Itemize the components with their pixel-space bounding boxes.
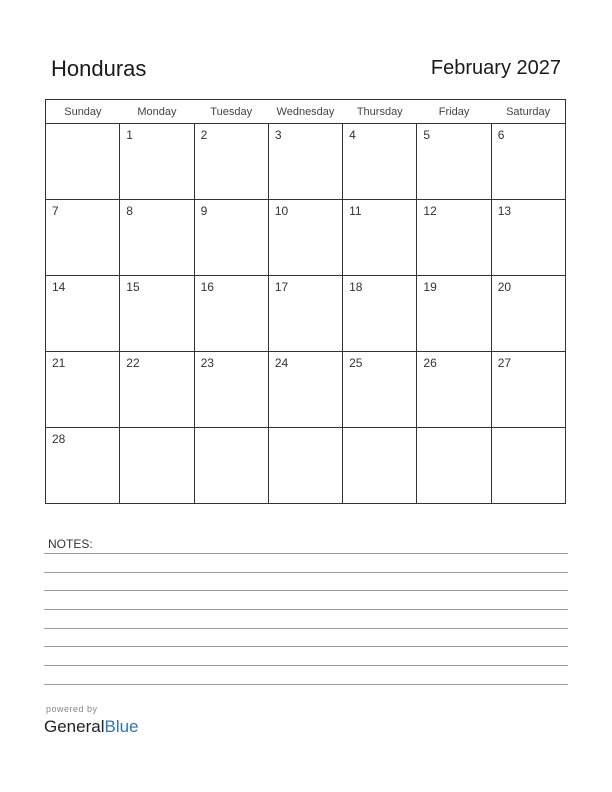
weekday-tuesday: Tuesday	[194, 100, 268, 124]
day-cell: 23	[194, 352, 268, 428]
day-cell: 7	[46, 200, 120, 276]
day-cell	[268, 428, 342, 504]
day-cell: 9	[194, 200, 268, 276]
day-cell: 16	[194, 276, 268, 352]
week-row	[46, 428, 566, 504]
day-cell: 3	[268, 124, 342, 200]
day-cell: 6	[491, 124, 565, 200]
day-cell: 8	[120, 200, 194, 276]
week-row	[46, 124, 566, 200]
note-line	[44, 609, 568, 610]
day-cell	[120, 428, 194, 504]
note-line	[44, 553, 568, 554]
day-cell	[194, 428, 268, 504]
day-cell: 25	[343, 352, 417, 428]
day-cell: 17	[268, 276, 342, 352]
day-cell: 14	[46, 276, 120, 352]
week-row	[46, 276, 566, 352]
weekday-wednesday: Wednesday	[268, 100, 342, 124]
day-cell: 24	[268, 352, 342, 428]
day-cell: 4	[343, 124, 417, 200]
day-cell: 28	[46, 428, 120, 504]
note-line	[44, 665, 568, 666]
day-cell: 20	[491, 276, 565, 352]
note-line	[44, 646, 568, 647]
day-cell: 18	[343, 276, 417, 352]
day-cell: 13	[491, 200, 565, 276]
weekday-friday: Friday	[417, 100, 491, 124]
brand-general: General	[44, 717, 105, 736]
country-title: Honduras	[51, 56, 147, 81]
day-cell: 19	[417, 276, 491, 352]
day-cell: 2	[194, 124, 268, 200]
day-cell	[46, 124, 120, 200]
calendar-grid	[45, 99, 566, 504]
brand-blue: Blue	[104, 717, 139, 736]
note-line	[44, 628, 568, 629]
week-row	[46, 352, 566, 428]
weekday-header-row	[46, 100, 566, 124]
day-cell: 27	[491, 352, 565, 428]
day-cell: 21	[46, 352, 120, 428]
week-row	[46, 200, 566, 276]
day-cell: 26	[417, 352, 491, 428]
weekday-sunday: Sunday	[46, 100, 120, 124]
month-title: February 2027	[430, 57, 561, 79]
weekday-saturday: Saturday	[491, 100, 565, 124]
notes-label: NOTES:	[48, 537, 93, 551]
day-cell: 22	[120, 352, 194, 428]
weekday-monday: Monday	[120, 100, 194, 124]
day-cell	[343, 428, 417, 504]
day-cell: 15	[120, 276, 194, 352]
day-cell	[417, 428, 491, 504]
day-cell	[491, 428, 565, 504]
note-line	[44, 684, 568, 685]
day-cell: 1	[120, 124, 194, 200]
day-cell: 11	[343, 200, 417, 276]
weekday-thursday: Thursday	[343, 100, 417, 124]
powered-by-text: powered by	[46, 704, 98, 714]
day-cell: 10	[268, 200, 342, 276]
day-cell: 12	[417, 200, 491, 276]
note-line	[44, 590, 568, 591]
brand-logo	[44, 717, 139, 737]
note-line	[44, 572, 568, 573]
day-cell: 5	[417, 124, 491, 200]
